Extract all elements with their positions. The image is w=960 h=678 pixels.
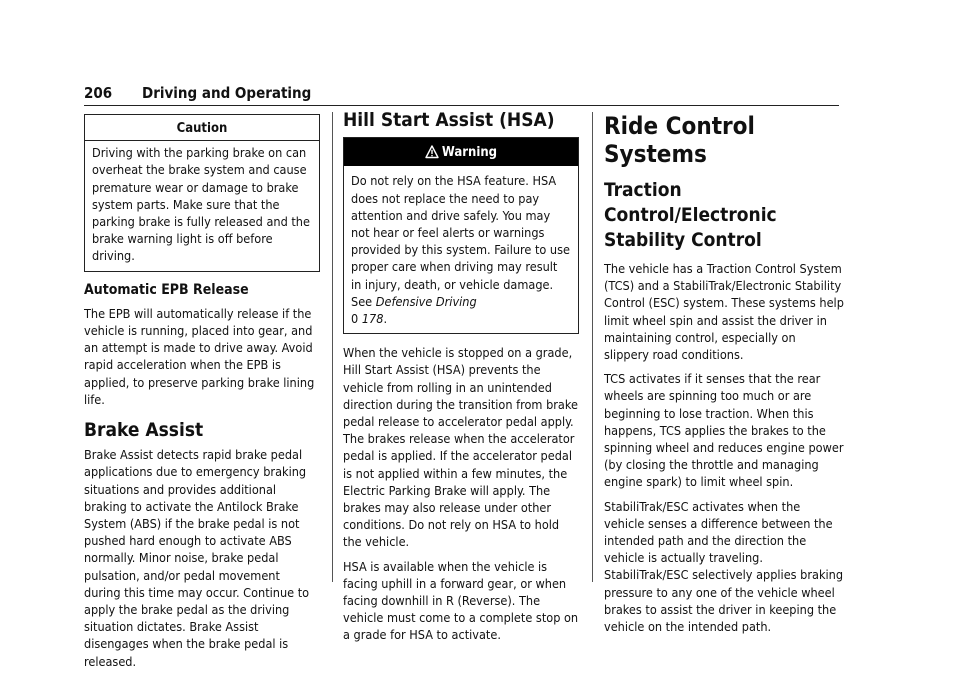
hsa-heading: Hill Start Assist (HSA) <box>343 109 555 131</box>
reference-page: 178 <box>361 311 384 327</box>
caution-box <box>84 114 320 272</box>
tc-paragraph-2: TCS activates if it senses that the rear wheels are spinning too much or are beginning to lose traction. When this happens, TCS applies the brakes to the spinning wheel and reduces engine power (by closing the throttle and managing engine spark) to limit wheel spin. <box>604 371 844 490</box>
warning-box <box>343 137 579 334</box>
epb-heading: Automatic EPB Release <box>84 281 249 298</box>
warning-text-block <box>344 166 578 333</box>
column-left <box>84 112 320 677</box>
brake-assist-heading: Brake Assist <box>84 419 204 442</box>
warning-text: Do not rely on the HSA feature. HSA does not replace the need to pay attention and drive safely. You may not hear or feel alerts or warnings provided by this system. Failure to use proper care when driving may result in injury, death, or vehicle damage. See <box>351 173 570 309</box>
reference-title: Defensive Driving <box>375 293 477 309</box>
hsa-paragraph-1: When the vehicle is stopped on a grade, Hill Start Assist (HSA) prevents the vehicle from rolling in an unintended direction during the transition from brake pedal release to accelerator pedal apply. The brakes release when the accelerator pedal is applied. If the accelerator pedal is not applied within a few minutes, the Electric Parking Brake will apply. The brakes may also release under other conditions. Do not rely on HSA to hold the vehicle. <box>343 345 578 550</box>
column-divider <box>592 112 593 582</box>
page-reference-arrow-icon: 0 <box>351 311 359 327</box>
warning-title: Warning <box>441 145 498 161</box>
caution-text: Driving with the parking brake on can overheat the brake system and cause premature wear or damage to brake system parts. Make sure that the parking brake is fully released and the brake warning light is off before driving. <box>92 145 310 264</box>
column-divider <box>332 112 333 582</box>
column-middle <box>343 109 579 651</box>
column-right <box>604 112 844 642</box>
reference-end: . <box>383 311 388 327</box>
ride-control-heading: Ride Control Systems <box>604 112 755 168</box>
brake-assist-paragraph: Brake Assist detects rapid brake pedal applications due to emergency braking situations and provides additional braking to activate the Antilock Brake System (ABS) if the brake pedal is not pushed hard enough to activate ABS normally. Minor noise, brake pedal pulsation, and/or pedal movement during this time may occur. Continue to apply the brake pedal as the driving situation dictates. Brake Assist disengages when the brake pedal is released. <box>84 447 310 669</box>
warning-triangle-icon <box>425 145 439 159</box>
section-title: Driving and Operating <box>142 84 312 102</box>
page-number: 206 <box>84 84 113 102</box>
caution-title: Caution <box>85 115 319 141</box>
page-header <box>84 84 839 106</box>
traction-control-heading: Traction Control/Electronic Stability Control <box>604 179 777 251</box>
epb-paragraph: The EPB will automatically release if the vehicle is running, placed into gear, and an attempt is made to drive away. Avoid rapid acceleration when the EPB is applied, to preserve parking brake lining life. <box>84 305 315 407</box>
warning-title-bar <box>344 138 578 166</box>
tc-paragraph-3: StabiliTrak/ESC activates when the vehicle senses a difference between the intended path and the direction the vehicle is actually traveling. StabiliTrak/ESC selectively applies braking pressure to any one of the vehicle wheel brakes to assist the driver in keeping the vehicle on the intended path. <box>604 498 844 635</box>
tc-paragraph-1: The vehicle has a Traction Control System (TCS) and a StabiliTrak/Electronic Stability Control (ESC) system. These systems help limit wheel spin and assist the driver in maintaining control, especially on slippery road conditions. <box>604 261 844 363</box>
hsa-paragraph-2: HSA is available when the vehicle is facing uphill in a forward gear, or when facing downhill in R (Reverse). The vehicle must come to a complete stop on a grade for HSA to activate. <box>343 558 579 643</box>
